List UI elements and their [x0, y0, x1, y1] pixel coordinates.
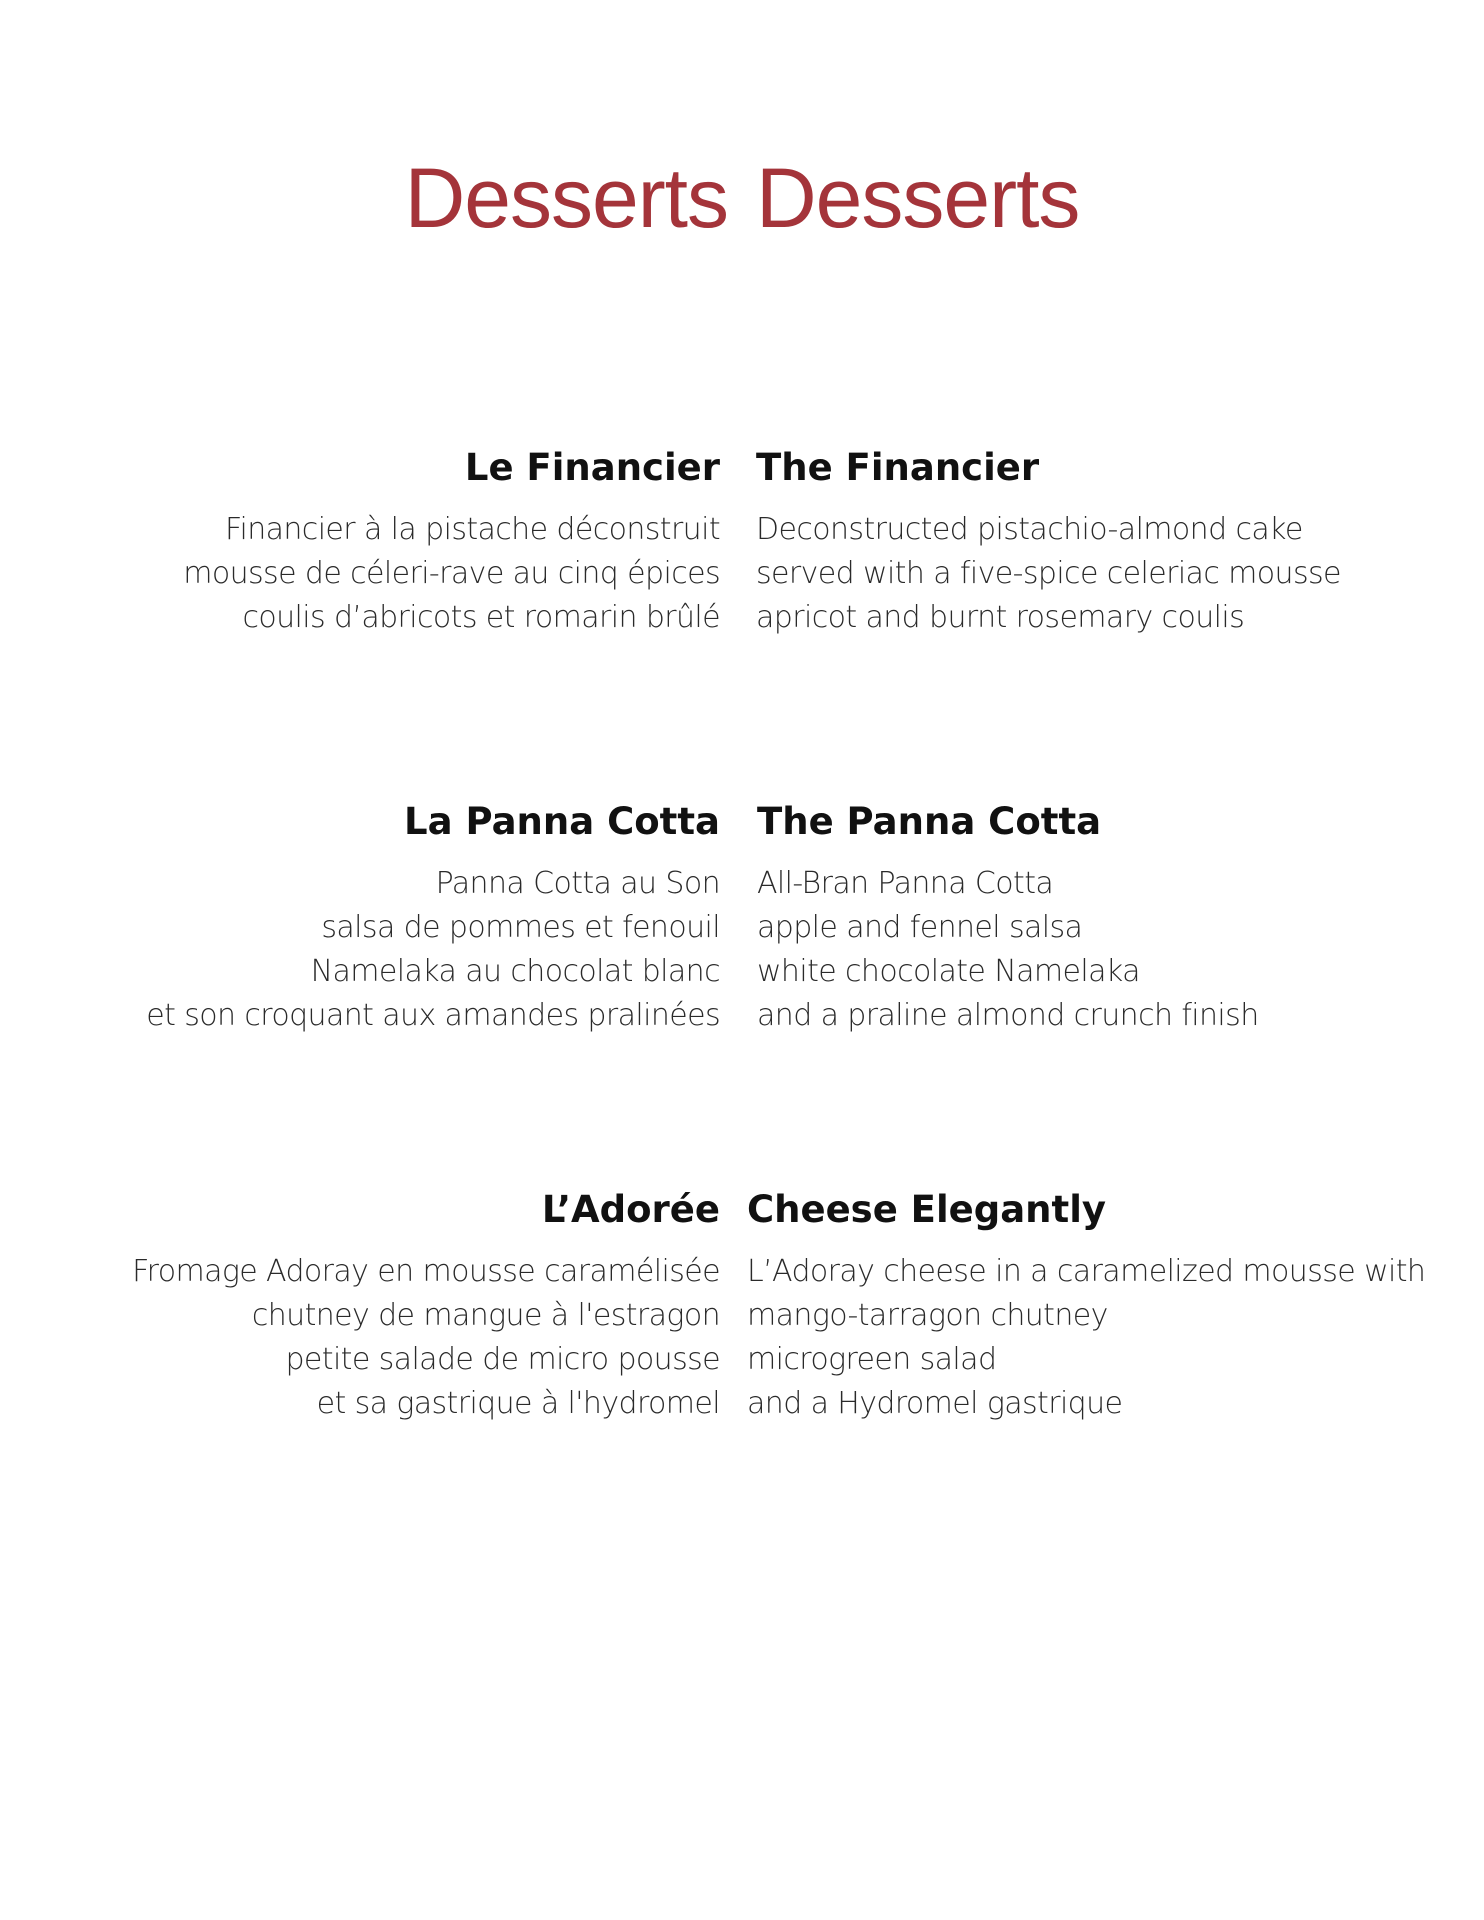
description-line: Deconstructed pistachio-almond cake — [756, 512, 1303, 547]
dish-description-fr — [183, 508, 720, 640]
page-title — [0, 150, 1484, 247]
description-line: apricot and burnt rosemary coulis — [756, 600, 1245, 635]
description-line: chutney de mangue à l'estragon — [251, 1298, 720, 1333]
dish-name-en: Cheese Elegantly — [747, 1188, 1107, 1231]
dish-description-en — [757, 862, 1259, 1038]
dish-name-fr: L’Adorée — [541, 1188, 720, 1231]
description-line: et sa gastrique à l'hydromel — [316, 1386, 720, 1421]
description-line: et son croquant aux amandes pralinées — [146, 998, 720, 1033]
dish-name-fr: La Panna Cotta — [404, 800, 720, 843]
dish-name-en: The Financier — [756, 446, 1040, 489]
description-line: Namelaka au chocolat blanc — [310, 954, 720, 989]
page-title-fr: Desserts — [404, 151, 728, 245]
description-line: All-Bran Panna Cotta — [757, 866, 1054, 901]
dish-panna-cotta-fr — [146, 800, 720, 1038]
dish-description-en — [747, 1250, 1425, 1426]
description-line: served with a five-spice celeriac mousse — [756, 556, 1341, 591]
description-line: salsa de pommes et fenouil — [321, 910, 720, 945]
description-line: petite salade de micro pousse — [285, 1342, 720, 1377]
dish-name-fr: Le Financier — [464, 446, 720, 489]
dish-description-en — [756, 508, 1341, 640]
dish-panna-cotta-en — [757, 800, 1259, 1038]
dish-financier-en — [756, 446, 1341, 640]
description-line: Financier à la pistache déconstruit — [224, 512, 720, 547]
dish-description-fr — [146, 862, 720, 1038]
description-line: Panna Cotta au Son — [435, 866, 720, 901]
dish-financier-fr — [183, 446, 720, 640]
dish-name-en: The Panna Cotta — [757, 800, 1102, 843]
description-line: white chocolate Namelaka — [757, 954, 1140, 989]
page-title-en: Desserts — [756, 151, 1080, 245]
description-line: coulis d’abricots et romarin brûlé — [242, 600, 720, 635]
description-line: microgreen salad — [747, 1342, 997, 1377]
description-line: L’Adoray cheese in a caramelized mousse with — [747, 1254, 1426, 1289]
dish-adoree-en — [747, 1188, 1425, 1426]
dish-description-fr — [132, 1250, 720, 1426]
description-line: apple and fennel salsa — [757, 910, 1083, 945]
description-line: Fromage Adoray en mousse caramélisée — [132, 1254, 720, 1289]
dish-adoree-fr — [132, 1188, 720, 1426]
description-line: and a praline almond crunch finish — [757, 998, 1259, 1033]
description-line: mousse de céleri-rave au cinq épices — [183, 556, 720, 591]
description-line: and a Hydromel gastrique — [747, 1386, 1123, 1421]
description-line: mango-tarragon chutney — [747, 1298, 1108, 1333]
